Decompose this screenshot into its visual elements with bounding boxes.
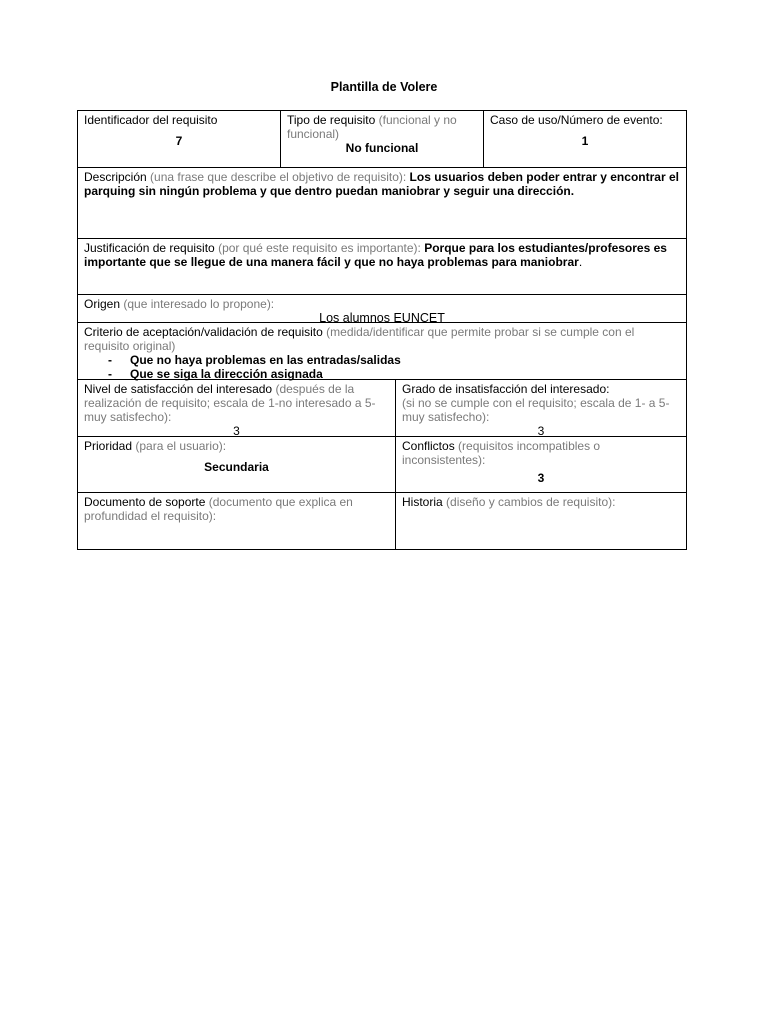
justification-cell (78, 239, 686, 294)
history-label: Historia (402, 495, 443, 509)
criteria-hint: (medida/identificar que permite probar si se cumple con el requisito original) (84, 325, 635, 353)
history-hint: (diseño y cambios de requisito): (446, 495, 616, 509)
use-case-label: Caso de uso/Número de evento: (490, 113, 663, 127)
justification-value: Porque para los estudiantes/profesores es importante que se llegue de una manera fácil y que no haya problemas para maniobrar (84, 241, 667, 269)
description-cell (78, 168, 686, 238)
criteria-item-text: Que no haya problemas en las entradas/salidas (130, 353, 401, 367)
criteria-item-text: Que se siga la dirección asignada (130, 367, 323, 381)
requirement-type-cell (281, 111, 483, 167)
requirement-type-hint: (funcional y no funcional) (287, 113, 457, 141)
origin-cell (78, 295, 686, 325)
requirement-id-label: Identificador del requisito (84, 113, 218, 127)
conflicts-cell (396, 437, 686, 492)
origin-hint: (que interesado lo propone): (123, 297, 275, 311)
priority-label: Prioridad (84, 439, 133, 453)
conflicts-label: Conflictos (402, 439, 455, 453)
description-value: Los usuarios deben poder entrar y encontrar el parquing sin ningún problema y que dentro puedan maniobrar y seguir una dirección. (84, 170, 679, 198)
bullet-dash: - (108, 367, 112, 381)
dissatisfaction-label: Grado de insatisfacción del interesado: (402, 382, 610, 396)
dissatisfaction-value: 3 (537, 424, 545, 438)
use-case-cell (484, 111, 686, 167)
justification-hint: (por qué este requisito es importante): (218, 241, 421, 255)
satisfaction-hint: (después de la realización de requisito; escala de 1-no interesado a 5-muy satisfecho): (84, 382, 376, 424)
criteria-label: Criterio de aceptación/validación de requisito (84, 325, 323, 339)
description-label: Descripción (84, 170, 147, 184)
history-cell (396, 493, 686, 549)
dissatisfaction-hint: (si no se cumple con el requisito; escala de 1- a 5-muy satisfecho): (402, 396, 670, 424)
support-doc-label: Documento de soporte (84, 495, 206, 509)
bullet-dash: - (108, 353, 112, 367)
criteria-item (84, 367, 680, 381)
description-hint: (una frase que describe el objetivo de requisito): (150, 170, 407, 184)
table-border-bottom (77, 549, 687, 550)
satisfaction-value: 3 (233, 424, 240, 438)
satisfaction-cell (78, 380, 395, 436)
conflicts-hint: (requisitos incompatibles o inconsistentes): (402, 439, 601, 467)
priority-hint: (para el usuario): (135, 439, 227, 453)
requirement-type-label: Tipo de requisito (287, 113, 376, 127)
requirement-id-value: 7 (175, 134, 183, 148)
support-doc-hint: (documento que explica en profundidad el requisito): (84, 495, 353, 523)
justification-label: Justificación de requisito (84, 241, 215, 255)
priority-value: Secundaria (204, 460, 269, 474)
dissatisfaction-cell (396, 380, 686, 436)
origin-value: Los alumnos EUNCET (319, 311, 445, 325)
priority-cell (78, 437, 395, 492)
page-title: Plantilla de Volere (330, 80, 438, 94)
satisfaction-label: Nivel de satisfacción del interesado (84, 382, 273, 396)
support-doc-cell (78, 493, 395, 549)
use-case-value: 1 (581, 134, 589, 148)
requirement-id-cell (78, 111, 280, 167)
table-border-right (686, 110, 687, 550)
criteria-cell (78, 323, 686, 379)
justification-trailing: . (578, 255, 583, 269)
criteria-item (84, 353, 680, 367)
conflicts-value: 3 (537, 471, 545, 485)
origin-label: Origen (84, 297, 121, 311)
requirement-type-value: No funcional (345, 141, 419, 155)
